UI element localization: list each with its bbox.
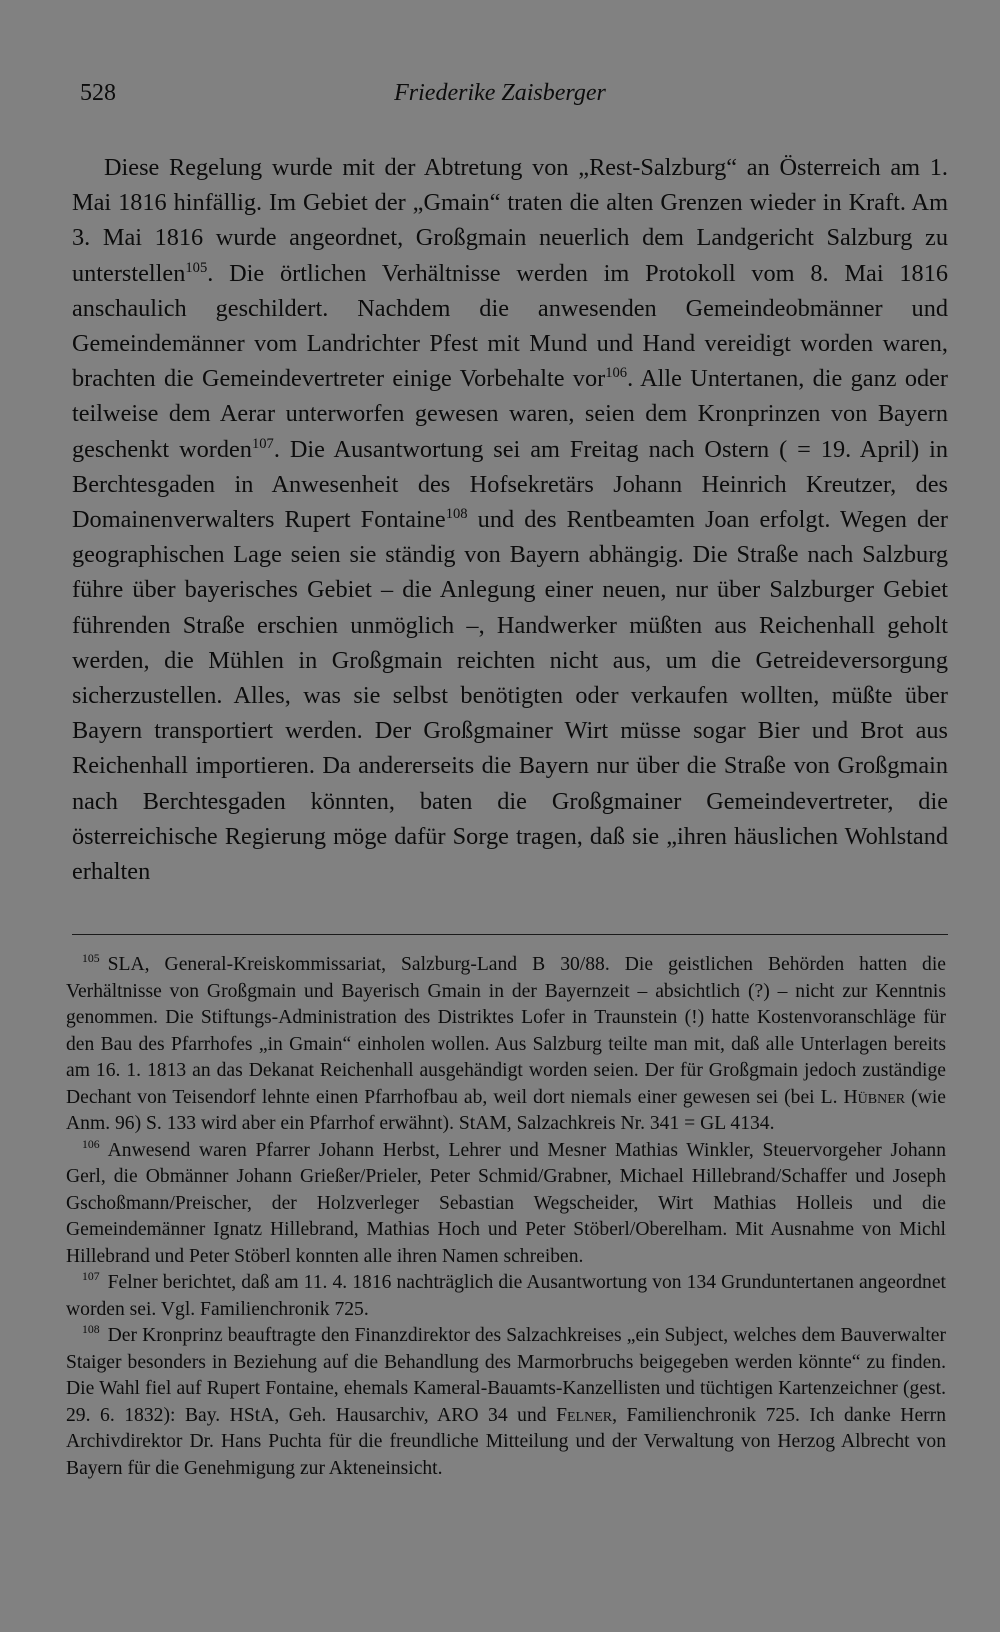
footnote-105 bbox=[66, 952, 946, 1138]
running-head: Friederike Zaisberger bbox=[394, 80, 606, 106]
main-text-segment: . Die Ausantwortung sei am Freitag nach Ostern ( = 19. April) in Berchtesgaden in Anwesenheit des Hofsekretärs Johann Heinrich Kreutzer, des Domainenverwalters Rupert Fontaine bbox=[72, 435, 948, 534]
footnote-number: 107 bbox=[82, 1270, 100, 1284]
main-text-segment: . Alle Untertanen, die ganz oder teilweise dem Aerar unterworfen gewesen waren, seien dem Kronprinzen von Bayern geschenkt worden bbox=[72, 365, 949, 463]
footnote-number: 105 bbox=[82, 952, 100, 966]
footnote-text: Felner berichtet, daß am 11. 4. 1816 nachträglich die Ausantwortung von 134 Grunduntertanen angeordnet worden sei. Vgl. Familienchronik 725. bbox=[66, 1272, 946, 1320]
main-text-segment: . Die örtlichen Verhältnisse werden im Protokoll vom 8. Mai 1816 anschaulich geschildert. Nachdem die anwesenden Gemeindeobmänner und Gemeindemänner vom Landrichter Pfest mit Mund und Hand vereidigt worden waren, brachten die Gemeindevertreter einige Vorbehalte vor bbox=[72, 259, 948, 393]
footnote-separator bbox=[72, 934, 948, 935]
footnote-text: , Familienchronik 725. Ich danke Herrn Archivdirektor Dr. Hans Puchta für die freundliche Mitteilung und der Verwaltung von Herzog Albrecht von Bayern für die Genehmigung zur Akteneinsicht. bbox=[66, 1404, 946, 1479]
footnote-106 bbox=[66, 1138, 946, 1271]
footnote-author-name: Felner bbox=[556, 1404, 613, 1426]
footnote-number: 108 bbox=[82, 1323, 100, 1337]
footnote-text: (wie Anm. 96) S. 133 wird aber ein Pfarrhof erwähnt). StAM, Salzachkreis Nr. 341 = GL 4134. bbox=[66, 1086, 946, 1134]
main-text-segment: Diese Regelung wurde mit der Abtretung von „Rest-Salzburg“ an Österreich am 1. Mai 1816 hinfällig. Im Gebiet der „Gmain“ traten die alten Grenzen wieder in Kraft. Am 3. Mai 1816 wurde angeordnet, Großgmain neuerlich dem Landgericht Salzburg zu unterstellen bbox=[72, 154, 948, 287]
footnote-ref: 108 bbox=[445, 505, 468, 522]
footnote-text: Anwesend waren Pfarrer Johann Herbst, Lehrer und Mesner Mathias Winkler, Steuervorgeher Johann Gerl, die Obmänner Johann Grießer/Prieler, Peter Schmid/Grabner, Michael Hillebrand/Schaffer und Joseph Gschoßmann/Preischer, der Holzverleger Sebastian Wegscheider, Wirt Mathias Holleis und die Gemeindemänner Ignatz Hillebrand, Mathias Hoch und Peter Stöberl/Oberelham. Mit Ausnahme von Michl Hillebrand und Peter Stöberl konnten alle ihren Namen schreiben. bbox=[66, 1139, 946, 1267]
footnote-ref: 106 bbox=[605, 365, 628, 382]
page-number: 528 bbox=[80, 80, 116, 106]
footnote-number: 106 bbox=[82, 1137, 100, 1151]
footnote-ref: 107 bbox=[251, 435, 274, 452]
footnotes bbox=[66, 952, 946, 1482]
footnote-author-name: Hübner bbox=[843, 1086, 906, 1108]
footnote-107 bbox=[66, 1270, 946, 1323]
footnote-ref: 105 bbox=[185, 259, 208, 276]
main-text-segment: und des Rentbeamten Joan erfolgt. Wegen der geographischen Lage seien sie ständig von Bayern abhängig. Die Straße nach Salzburg führe über bayerisches Gebiet – die Anlegung einer neuen, nur über Salzburger Gebiet führenden Straße erschien unmöglich –, Handwerker müßten aus Reichenhall geholt werden, die Mühlen in Großgmain reichten nicht aus, um die Getreideversorgung sicherzustellen. Alles, was sie selbst benötigten oder verkaufen wollten, müßte über Bayern transportiert werden. Der Großgmainer Wirt müsse sogar Bier und Brot aus Reichenhall importieren. Da andererseits die Bayern nur über die Straße von Großgmain nach Berchtesgaden könnten, baten die Großgmainer Gemeindevertreter, die österreichische Regierung möge dafür Sorge tragen, daß sie „ihren häuslichen Wohlstand erhalten bbox=[72, 506, 948, 886]
main-paragraph bbox=[72, 150, 948, 889]
footnote-108 bbox=[66, 1323, 946, 1482]
footnote-text: SLA, General-Kreiskommissariat, Salzburg-Land B 30/88. Die geistlichen Behörden hatten die Verhältnisse von Großgmain und Bayerisch Gmain in der Bayernzeit – absichtlich (?) – nicht zur Kenntnis genommen. Die Stiftungs-Administration des Distriktes Lofer in Traunstein (!) hatte Kostenvoranschläge für den Bau des Pfarrhofes „in Gmain“ einholen wollen. Aus Salzburg teilte man mit, daß alle Unterlagen bereits am 16. 1. 1813 an das Dekanat Reichenhall ausgehändigt worden seien. Der für Großgmain jedoch zuständige Dechant von Teisendorf lehnte einen Pfarrhofbau ab, weil dort niemals einer gewesen sei (bei L. bbox=[66, 954, 946, 1108]
footnote-text: Der Kronprinz beauftragte den Finanzdirektor des Salzachkreises „ein Subject, welches dem Bauverwalter Staiger besonders in Beziehung auf die Behandlung des Marmorbruchs beigegeben werden könnte“ zu finden. Die Wahl fiel auf Rupert Fontaine, ehemals Kameral-Bauamts-Kanzellisten und tüchtigen Kartenzeichner (gest. 29. 6. 1832): Bay. HStA, Geh. Hausarchiv, ARO 34 und bbox=[66, 1325, 946, 1426]
